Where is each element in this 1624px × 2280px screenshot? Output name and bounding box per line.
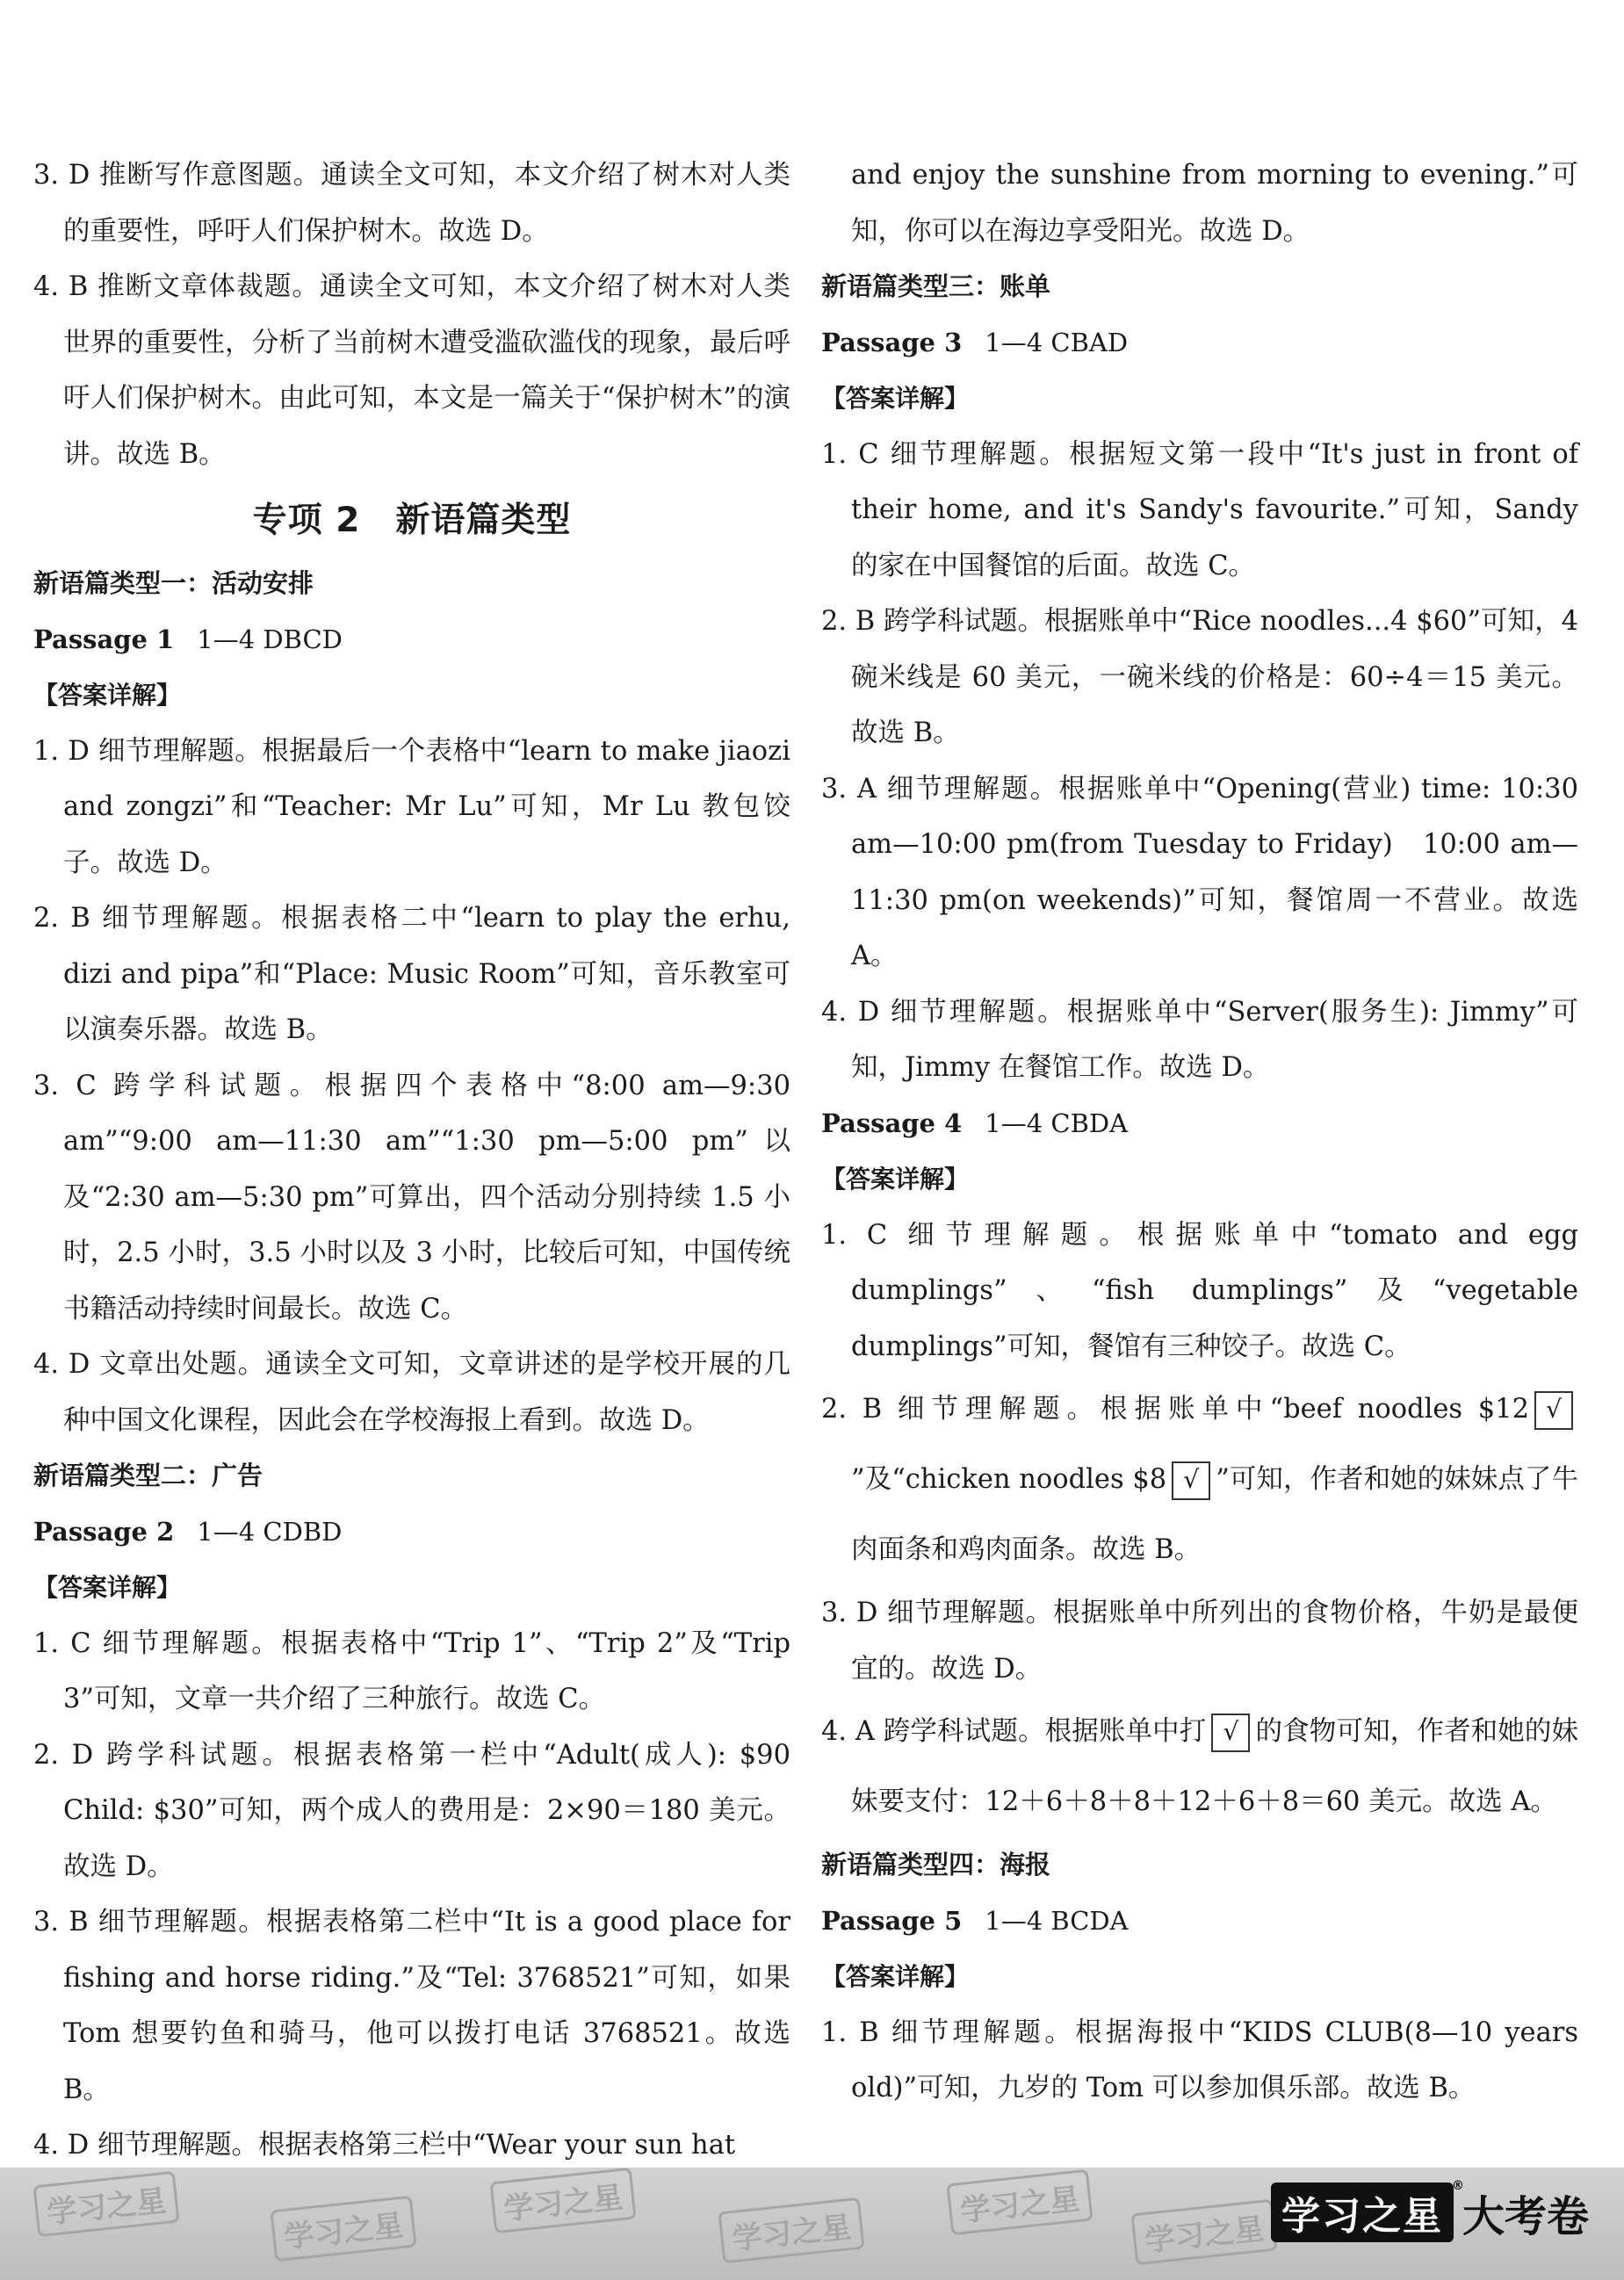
passage-4-heading [821,1096,1578,1152]
answer-detail-heading-3: 【答案详解】 [821,384,970,413]
watermark-logo: 学习之星 [489,2168,636,2233]
p4-answer-2-part-b: ”及“chicken noodles $8 [851,1464,1167,1495]
watermark-logo: 学习之星 [1130,2199,1277,2266]
footer-band [0,2168,1624,2280]
p2-answer-4-continued: and enjoy the sunshine from morning to evening.”可知，你可以在海边享受阳光。故选 D。 [851,160,1578,247]
p3-answer-2: 2. B 跨学科试题。根据账单中“Rice noodles...4 $60”可知，4 碗米线是 60 美元，一碗米线的价格是：60÷4＝15 美元。故选 B。 [821,606,1587,748]
type-heading-4: 新语篇类型四：海报 [821,1850,1051,1880]
passage-5-name: Passage 5 [821,1905,963,1936]
brand [1271,2179,1589,2241]
p2-answer-4: 4. D 细节理解题。根据表格第三栏中“Wear your sun hat [33,2130,736,2161]
answer-3-previous: 3. D 推断写作意图题。通读全文可知，本文介绍了树木对人类的重要性，呼吁人们保护树木。故选 D。 [33,160,790,247]
p4-answer-3: 3. D 细节理解题。根据账单中所列出的食物价格，牛奶是最便宜的。故选 D。 [821,1598,1578,1685]
left-column [33,148,799,2174]
watermark-logo: 学习之星 [270,2196,416,2262]
passage-2-answers: 1—4 CDBD [197,1516,343,1547]
passage-5-heading [821,1894,1578,1950]
answer-detail-heading-2: 【答案详解】 [33,1573,182,1602]
registered-mark: ® [1451,2179,1466,2193]
p4-answer-2-part-a: 2. B 细节理解题。根据账单中“beef noodles $12 [821,1394,1529,1425]
p4-answer-1: 1. C 细节理解题。根据账单中“tomato and egg dumplings”、“fish dumplings”及“vegetable dumplings”可知，餐馆有三种饺子。故选 C。 [821,1219,1587,1362]
brand-logo-text: 学习之星 [1281,2194,1443,2239]
passage-1-name: Passage 1 [33,624,175,654]
section-title: 专项 2 新语篇类型 [252,501,572,540]
p4-answer-2 [821,1374,1578,1585]
p1-answer-3: 3. C 跨学科试题。根据四个表格中“8:00 am—9:30 am”“9:00 am—11:30 am”“1:30 pm—5:00 pm”以及“2:30 am—5:30 pm”可算出，四个活动分别持续 1.5 小时，2.5 小时，3.5 小时以及 3 小时，比较后可知，中国传统书籍活动持续时间最长。故选 C。 [33,1070,799,1324]
passage-2-name: Passage 2 [33,1516,175,1547]
passage-4-name: Passage 4 [821,1108,963,1138]
answer-detail-heading-5: 【答案详解】 [821,1962,970,1991]
type-heading-3: 新语篇类型三：账单 [821,271,1051,301]
p3-answer-4: 4. D 细节理解题。根据账单中“Server(服务生): Jimmy”可知，Jimmy 在餐馆工作。故选 D。 [821,996,1578,1083]
watermark-logo: 学习之星 [32,2171,179,2238]
p5-answer-1: 1. B 细节理解题。根据海报中“KIDS CLUB(8—10 years old)”可知，九岁的 Tom 可以参加俱乐部。故选 B。 [821,2017,1587,2103]
p3-answer-1: 1. C 细节理解题。根据短文第一段中“It's just in front of their home, and it's Sandy's favourite.”可知，Sandy 的家在中国餐馆的后面。故选 C。 [821,438,1587,581]
brand-text: 大考卷 [1462,2191,1589,2241]
passage-4-answers: 1—4 CBDA [985,1108,1129,1138]
right-column [821,148,1587,2117]
checkbox-check-icon: √ [1172,1461,1210,1500]
answer-detail-heading-4: 【答案详解】 [821,1165,970,1194]
brand-logo [1271,2179,1466,2242]
p2-answer-3: 3. B 细节理解题。根据表格第二栏中“It is a good place for fishing and horse riding.”及“Tel: 3768521”可知，如果 Tom 想要钓鱼和骑马，他可以拨打电话 3768521。故选 B。 [33,1907,799,2105]
answer-4-previous: 4. B 推断文章体裁题。通读全文可知，本文介绍了树木对人类世界的重要性，分析了当前树木遭受滥砍滥伐的现象，最后呼吁人们保护树木。由此可知，本文是一篇关于“保护树木”的演讲。故选 B。 [33,271,790,470]
passage-1-answers: 1—4 DBCD [197,624,343,654]
p4-answer-4-part-a: 4. A 跨学科试题。根据账单中打 [821,1716,1207,1747]
passage-2-heading [33,1504,790,1561]
p4-answer-2-part-c: ”可知，作者和她的妹妹点了牛肉面条和鸡肉面条。故选 B。 [851,1464,1578,1565]
p2-answer-2: 2. D 跨学科试题。根据表格第一栏中“Adult(成人): $90 Child: $30”可知，两个成人的费用是：2×90＝180 美元。故选 D。 [33,1739,799,1882]
passage-1-heading [33,612,790,668]
p1-answer-2: 2. B 细节理解题。根据表格二中“learn to play the erhu, dizi and pipa”和“Place: Music Room”可知，音乐教室可以演奏乐器。故选 B。 [33,903,799,1045]
type-heading-2: 新语篇类型二：广告 [33,1461,263,1490]
watermark-logo: 学习之星 [946,2169,1093,2236]
passage-3-answers: 1—4 CBAD [985,327,1129,357]
type-heading-1: 新语篇类型一：活动安排 [33,568,314,598]
p1-answer-4: 4. D 文章出处题。通读全文可知，文章讲述的是学校开展的几种中国文化课程，因此会在学校海报上看到。故选 D。 [33,1349,790,1436]
checkbox-check-icon: √ [1211,1714,1250,1752]
p1-answer-1: 1. D 细节理解题。根据最后一个表格中“learn to make jiaozi and zongzi”和“Teacher: Mr Lu”可知，Mr Lu 教包饺子。故选 D。 [33,735,799,878]
p2-answer-1: 1. C 细节理解题。根据表格中“Trip 1”、“Trip 2”及“Trip 3”可知，文章一共介绍了三种旅行。故选 C。 [33,1627,799,1714]
p4-answer-4 [821,1697,1578,1837]
passage-5-answers: 1—4 BCDA [985,1905,1129,1936]
watermark-logo: 学习之星 [718,2197,864,2264]
p4-answer-4-part-b: 的食物可知，作者和她的妹妹要支付：12＋6＋8＋8＋12＋6＋8＝60 美元。故选 A。 [851,1716,1579,1817]
p3-answer-3: 3. A 细节理解题。根据账单中“Opening(营业) time: 10:30 am—10:00 pm(from Tuesday to Friday) 10:00 am—11:30 pm(on weekends)”可知，餐馆周一不营业。故选 A。 [821,773,1587,971]
passage-3-heading [821,315,1578,372]
checkbox-check-icon: √ [1534,1391,1573,1430]
answer-detail-heading-1: 【答案详解】 [33,681,182,710]
passage-3-name: Passage 3 [821,327,963,357]
